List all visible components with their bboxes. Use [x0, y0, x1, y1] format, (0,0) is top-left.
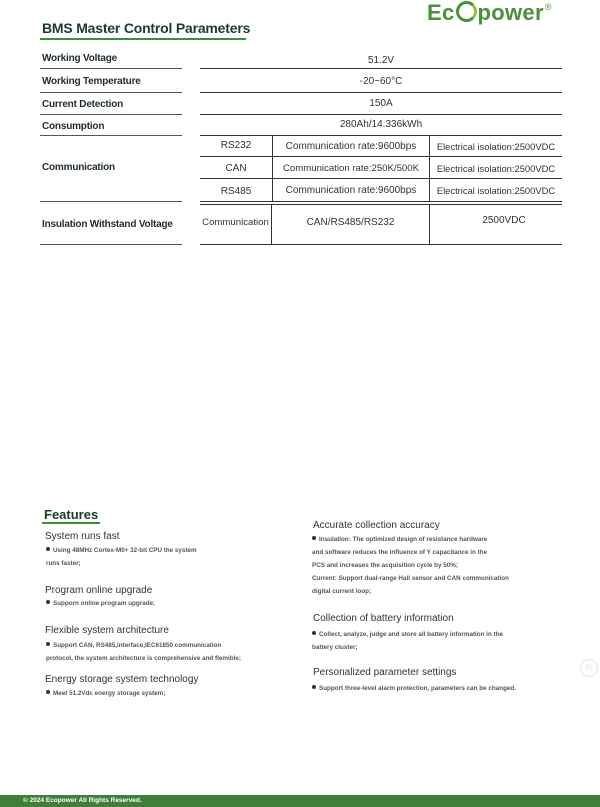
features-underline: [42, 522, 100, 524]
feature-heading: Program online upgrade: [45, 585, 153, 596]
label-divider: [40, 68, 182, 69]
value-divider: [200, 92, 562, 93]
feature-description: Supporn online program upgrade;: [46, 597, 155, 610]
feature-description: Collect, analyze, judge and store all battery information in the battery cluster;: [312, 631, 504, 651]
logo-text-end: power: [477, 0, 544, 25]
value-current-detection: 150A: [369, 98, 393, 109]
label-divider: [40, 92, 182, 93]
label-divider: [40, 244, 182, 245]
value-divider: [200, 204, 562, 205]
value-divider: [200, 156, 562, 157]
value-working-temperature: -20~60°C: [359, 76, 403, 87]
comm-port-can: CAN: [225, 163, 247, 174]
logo-o-icon: [456, 1, 477, 22]
value-divider: [200, 114, 562, 115]
comm-isolation-rs232: Electrical isolation:2500VDC: [436, 141, 556, 152]
bullet-icon: [46, 547, 50, 551]
registered-watermark-icon: R: [580, 659, 598, 677]
feature-description: Using 48MHz Cortex-M0+ 32-bit CPU the system runs faster;: [46, 547, 197, 567]
comm-isolation-rs485: Electrical isolation:2500VDC: [436, 185, 556, 196]
value-consumption: 280Ah/14.336kWh: [339, 119, 423, 130]
feature-heading: Accurate collection accuracy: [313, 520, 440, 531]
value-divider: [200, 178, 562, 179]
value-divider: [200, 201, 562, 202]
logo-registered-mark: ®: [544, 2, 552, 12]
page-title: BMS Master Control Parameters: [42, 20, 251, 36]
comm-rate-can: Communication rate:250K/500K: [283, 163, 419, 174]
insulation-col-voltage: 2500VDC: [482, 215, 526, 226]
label-divider: [40, 201, 182, 202]
comm-port-rs232: RS232: [220, 140, 252, 151]
label-insulation-withstand-voltage: Insulation Withstand Voltage: [42, 219, 173, 230]
brand-logo: [427, 0, 552, 26]
feature-heading: Collection of battery information: [313, 613, 454, 624]
features-title: Features: [44, 507, 99, 522]
label-working-voltage: Working Voltage: [42, 53, 117, 64]
comm-rate-rs232: Communication rate:9600bps: [285, 141, 417, 152]
feature-heading: Personalized parameter settings: [313, 667, 457, 678]
feature-description: Support three-level alarm protection, parameters can be changed.: [312, 682, 516, 695]
feature-description: Meet 51.2Vdc energy storage system;: [46, 687, 165, 700]
feature-description: Insulation: The optimized design of resistance hardware and software reduces the influence of Y capacitance in the PCS and increases the acquisition cycle by 50%; Current: Support dual-range Hall sensor and CAN communication digital current loop;: [312, 536, 509, 595]
footer-bar: [0, 795, 600, 807]
value-divider: [200, 244, 562, 245]
label-working-temperature: Working Temperature: [42, 76, 141, 87]
feature-heading: Flexible system architecture: [45, 625, 169, 636]
bullet-icon: [46, 600, 50, 604]
insulation-col-communication: Communication: [202, 217, 269, 228]
feature-heading: System runs fast: [45, 531, 120, 542]
value-divider: [200, 135, 562, 136]
bullet-icon: [46, 642, 50, 646]
label-divider: [40, 114, 182, 115]
value-divider: [200, 68, 562, 69]
bullet-icon: [312, 631, 316, 635]
value-working-voltage: 51.2V: [367, 55, 395, 66]
label-current-detection: Current Detection: [42, 99, 124, 110]
label-divider: [40, 135, 182, 136]
bullet-icon: [312, 536, 316, 540]
comm-rate-rs485: Communication rate:9600bps: [285, 185, 417, 196]
copyright-text: © 2024 Ecopower All Rights Reserved.: [23, 797, 142, 804]
insulation-col-ports: CAN/RS485/RS232: [306, 217, 395, 228]
bullet-icon: [46, 690, 50, 694]
comm-port-rs485: RS485: [220, 186, 252, 197]
bullet-icon: [312, 685, 316, 689]
logo-text-start: Ec: [427, 0, 455, 25]
feature-heading: Energy storage system technology: [45, 674, 199, 685]
comm-isolation-can: Electrical isolation:2500VDC: [436, 163, 556, 174]
label-consumption: Consumption: [42, 121, 105, 132]
title-underline: [40, 38, 246, 40]
feature-description: Support CAN, RS485,interface,IEC61850 communication protocol, the system architecture is comprehensive and flemible;: [46, 642, 241, 662]
label-communication: Communication: [42, 162, 115, 173]
